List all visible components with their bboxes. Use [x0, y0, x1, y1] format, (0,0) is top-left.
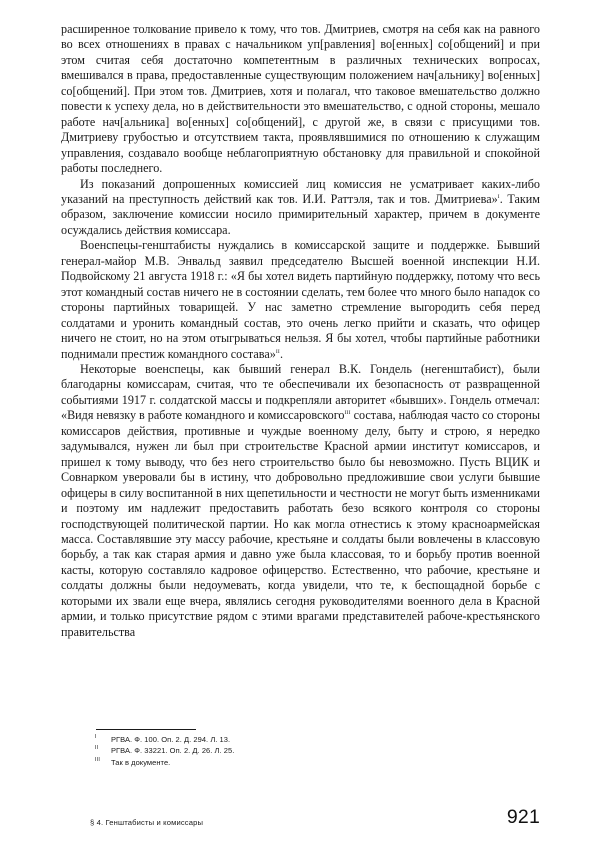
page-number: 921	[506, 806, 540, 828]
footnote-ref-2[interactable]: II	[275, 348, 280, 355]
paragraph-text-before-footnote: Из показаний допрошенных комиссией лиц комиссия не усматривает каких-либо указаний на преступность действий как тов. И.И. Раттэля, так и тов. Дмитриева»	[61, 176, 540, 206]
paragraph-text-after-footnote: состава, наблюдая часто со стороны комиссаров действия, противные и чуждые военному делу, быту и строю, я нередко задумывался, нужен ли был при строительстве Красной армии институт комиссаров, и пришел к тому выводу, что без него строительство было бы невозможно. Пусть ВЦИК и Совнарком уверовали бы в истину, что добровольно предложившие свои услуги бывшие офицеры в силу воспитанной в них щепетильности и честности не могут быть изменниками и поэтому им надлежит предоставить работать безо всякого контроля со стороны господствующей политической партии. Но как могла отнестись к этому красноармейская масса. Составлявшие эту массу рабочие, крестьяне и солдаты были вовлечены в классовую борьбу, а так как старая армия и давно уже была классовая, то и борьбу против военной касты, которую составляло кадровое офицерство. Естественно, что рабочие, крестьяне и солдаты должны были недоумевать, когда увидели, что те, к беспощадной борьбе с которыми их звали еще вчера, являлись сегодня руководителями военного дела в Красной армии, и только присутствие рядом с этими врагами представителей рабоче-крестьянского правительства	[61, 408, 540, 639]
page-body	[61, 22, 540, 640]
footnote-marker: II	[95, 745, 99, 752]
running-footer-section-title: § 4. Генштабисты и комиссары	[90, 818, 204, 827]
paragraph-text-after-footnote: . Таким образом, заключение комиссии носило примирительный характер, причем в документе осуждались действия комиссара.	[61, 191, 540, 237]
paragraph-gondel-quote	[61, 362, 540, 640]
footnote-marker: I	[95, 734, 97, 740]
footnote-item	[61, 745, 540, 756]
paragraph-text-after-footnote: .	[279, 346, 283, 361]
footnote-text: РГВА. Ф. 100. Оп. 2. Д. 294. Л. 13.	[111, 735, 231, 744]
footnote-ref-1[interactable]: I	[497, 193, 500, 200]
footnote-list	[61, 734, 540, 768]
paragraph-text-before-footnote: Некоторые военспецы, как бывший генерал В.К. Гондель (негенштабист), были благодарны комиссарам, считая, что те обеспечивали их безопасность от развращенной событиями 1917 г. солдатской массы и подкрепляли авторитет «бывших». Гондель отмечал: «Видя невязку в работе командного и комиссаровского	[61, 361, 540, 423]
footnote-section	[61, 729, 540, 768]
footnote-item	[61, 734, 540, 745]
paragraph-text-before-footnote: Военспецы-генштабисты нуждались в комиссарской защите и поддержке. Бывший генерал-майор М.В. Энвальд заявил председателю Высшей военной инспекции Н.И. Подвойскому 21 августа 1918 г.: «Я бы хотел видеть партийную поддержку, потому что весь этот командный состав ничего не в состоянии сделать, тем более что много было нападок со стороны партийных товарищей. У нас заметно стремление выгородить себя перед солдатами и уронить командный состав, это очень легко прийти и сказать, что офицер ничего не стоит, но на этом отыгрываться нельзя. Я бы хотел, чтобы партийные работники поднимали престиж командного состава»	[61, 238, 540, 361]
footnote-ref-3[interactable]: III	[344, 410, 351, 417]
footnote-separator-rule	[96, 729, 196, 730]
footnote-text: РГВА. Ф. 33221. Оп. 2. Д. 26. Л. 25.	[111, 746, 235, 756]
footnote-item	[61, 757, 540, 768]
page-footer	[0, 806, 600, 846]
footnote-text: Так в документе.	[111, 757, 171, 767]
paragraph-envald-quote	[61, 238, 540, 362]
paragraph-continuation: расширенное толкование привело к тому, что тов. Дмитриев, смотря на себя как на равного во всех отношениях в правах с начальником уп[равления] во[енных] со[общений] и при этом считая себя достаточно компетентным в различных технических вопросах, вмешивался в права, предоставленные существующим положением нач[альнику] во[енных] со[общений]. При этом тов. Дмитриев, хотя и полагал, что таковое вмешательство должно повести к успеху дела, но в действительности это вмешательство, с одной стороны, мешало работе нач[альника] во[енных] со[общений], с другой же, в связи с присущими тов. Дмитриеву грубостью и отсутствием такта, проявлявшимися по отношению к служащим управления, создавало вообще неблагоприятную обстановку для правильной и спокойной работы последнего.	[61, 22, 540, 176]
paragraph-commission-conclusion	[61, 177, 540, 239]
footnote-marker: III	[95, 756, 101, 763]
